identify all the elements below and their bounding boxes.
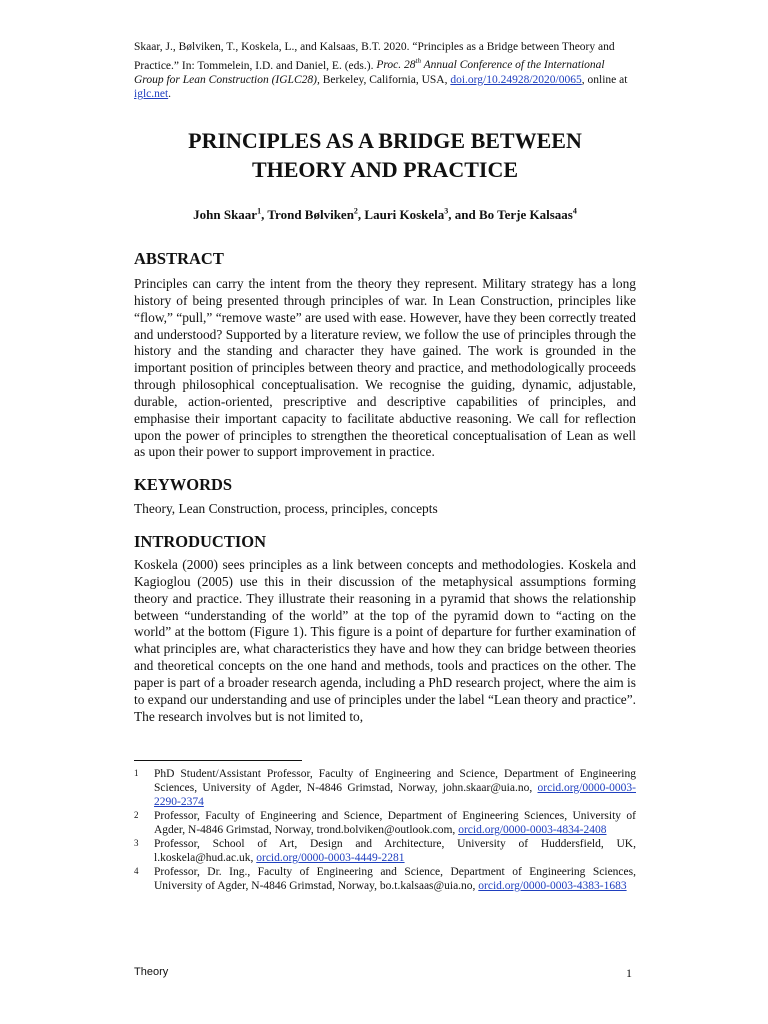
footnote: 4 Professor, Dr. Ing., Faculty of Engineering and Science, Department of Engineering Sciences, University of Agder, N-4846 Grimstad, Norway, bo.t.kalsaas@uia.no, orcid.org/0000-0003-4383-1683 — [134, 866, 636, 892]
abstract-text: Principles can carry the intent from the theory they represent. Military strategy has a long history of being presented through principles of war. In Lean Construction, principles like “flow,” “pull,” “remove waste” are used with ease. However, have they been correctly treated and understood? Supported by a literature review, we follow the use of principles through the history and the standing and character they have gained. The work is grounded in the important position of principles between theory and practice, and methodologically proceeds through philosophical conceptualisation. We recognise the guiding, dynamic, adjustable, durable, action-oriented, prescriptive and descriptive capabilities of principles, and emphasise their important capacity to facilitate abductive reasoning. We call for reflection upon the power of principles to strengthen the theoretical conceptualisation of Lean as well as upon their power to support improvement in practice. — [134, 276, 636, 460]
author-list — [134, 203, 636, 224]
paper-title: PRINCIPLES AS A BRIDGE BETWEEN THEORY AND PRACTICE — [188, 128, 582, 182]
citation-location: Berkeley, California, USA, — [319, 73, 451, 86]
footer-section-label: Theory — [134, 966, 169, 978]
author: John Skaar$^1$, — [193, 207, 268, 223]
introduction-text: Koskela (2000) sees principles as a link between concepts and methodologies. Koskela and Kagioglou (2005) use this in their discussion of the metaphysical assumptions forming theory and practice. They illustrate their reasoning in a pyramid that shows the relationship between “understanding of the world” at the top of the pyramid down to “acting on the world” at the bottom (Figure 1). This figure is a point of departure for further examination of what principles are, what characteristics they have and how they can bridge between theories and theoretical concepts on the one hand and methods, tools and practices on the other. The paper is part of a broader research agenda, including a PhD research project, where the aim is to expand our understanding and use of principles under the label “Lean theory and practice”. The research involves but is not limited to, — [134, 557, 636, 724]
citation-header: Skaar, J., Bølviken, T., Koskela, L., and Kalsaas, B.T. 2020. “Principles as a Bridge between Theory and Practice.” In: Tommelein, I.D. and Daniel, E. (eds.). Proc. 28th Annual Conference of the International Group for Lean Construction (IGLC28), Berkeley, California, USA, doi.org/10.24928/2020/0065, online at iglc.net. — [134, 41, 628, 101]
footnotes — [134, 767, 636, 893]
orcid-link[interactable]: orcid.org/0000-0003-4834-2408 — [458, 824, 607, 836]
footnote: 2 Professor, Faculty of Engineering and Science, Department of Engineering Sciences, University of Agder, N-4846 Grimstad, Norway, trond.bolviken@outlook.com, orcid.org/0000-0003-4834-2408 — [134, 810, 636, 836]
author: Lauri Koskela$^3$, and — [364, 207, 479, 223]
citation-proceedings: Proc. 28th Annual Conference of the International Group for Lean Construction (IGLC28), — [134, 57, 605, 86]
orcid-link[interactable]: orcid.org/0000-0003-4449-2281 — [256, 852, 405, 864]
iglc-link[interactable]: iglc.net — [134, 88, 169, 101]
citation-text: Skaar, J., Bølviken, T., Koskela, L., and Kalsaas, B.T. 2020. “Principles as a Bridge between Theory and Practice.” In: Tommelein, I.D. and Daniel, E. (eds.). — [134, 41, 615, 72]
footnote: 3 Professor, School of Art, Design and Architecture, University of Huddersfield, UK, l.koskela@hud.ac.uk, orcid.org/0000-0003-4449-2281 — [134, 838, 636, 864]
page-number: 1 — [626, 966, 632, 980]
orcid-link[interactable]: orcid.org/0000-0003-2290-2374 — [154, 782, 636, 808]
author: Trond Bølviken$^2$, — [267, 207, 365, 223]
orcid-link[interactable]: orcid.org/0000-0003-4383-1683 — [478, 880, 627, 892]
introduction-heading: INTRODUCTION — [134, 532, 267, 551]
footnote-divider — [134, 760, 302, 761]
abstract-heading: ABSTRACT — [134, 249, 224, 268]
footnote: 1 PhD Student/Assistant Professor, Faculty of Engineering and Science, Department of Engineering Sciences, University of Agder, N-4846 Grimstad, Norway, john.skaar@uia.no, orcid.org/0000-0003-2290-2374 — [134, 768, 636, 808]
keywords-text: Theory, Lean Construction, process, principles, concepts — [134, 501, 438, 516]
doi-link[interactable]: doi.org/10.24928/2020/0065 — [450, 73, 582, 86]
author: Bo Terje Kalsaas$^4$ — [478, 207, 577, 223]
keywords-heading: KEYWORDS — [134, 475, 233, 494]
